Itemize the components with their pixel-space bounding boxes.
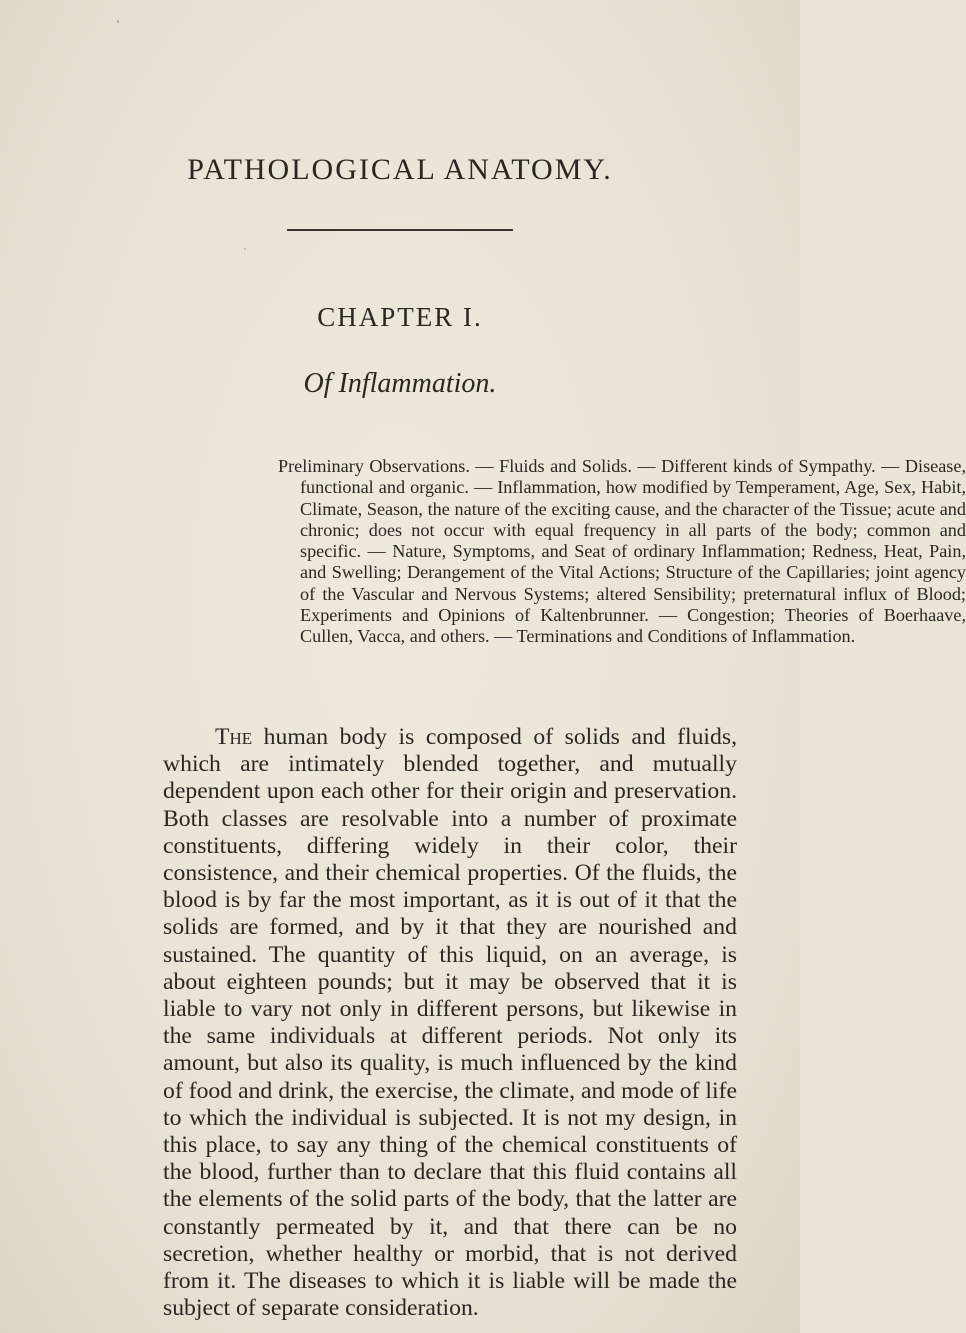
paper-speck: [244, 248, 246, 250]
chapter-heading: CHAPTER I.: [317, 302, 483, 332]
paper-speck: [612, 1004, 614, 1006]
body-paragraph: [163, 724, 737, 1322]
opening-word: The: [215, 724, 253, 750]
running-title: PATHOLOGICAL ANATOMY.: [187, 153, 613, 186]
title-rule: [287, 229, 513, 231]
paper-speck: [117, 20, 119, 23]
paper-speck: [560, 1251, 562, 1253]
chapter-title: Of Inflammation.: [303, 368, 497, 399]
paragraph-text: human body is composed of solids and fluids, which are intimately blended together, and mutually dependent upon each other for their origin and preservation. Both classes are resolvable into a number of proximate constituents, differing widely in their color, their consistence, and their chemical properties. Of the fluids, the blood is by far the most important, as it is out of it that the solids are formed, and by it that they are nourished and sustained. The quantity of this liquid, on an average, is about eighteen pounds; but it may be observed that it is liable to vary not only in different persons, but likewise in the same individuals at different periods. Not only its amount, but also its quality, is much influenced by the kind of food and drink, the exercise, the climate, and mode of life to which the individual is subjected. It is not my design, in this place, to say any thing of the chemical constituents of the blood, further than to declare that this fluid contains all the elements of the solid parts of the body, that the latter are constantly permeated by it, and that there can be no secretion, whether healthy or morbid, that is not derived from it. The diseases to which it is liable will be made the subject of separate consideration.: [163, 724, 737, 1322]
chapter-synopsis: Preliminary Observations. — Fluids and Solids. — Different kinds of Sympathy. — Disease, functional and organic. — Inflammation, how modified by Temperament, Age, Sex, Habit, Climate, Season, the nature of the exciting cause, and the character of the Tissue; acute and chronic; does not occur with equal frequency in all parts of the body; common and specific. — Nature, Symptoms, and Seat of ordinary Inflammation; Redness, Heat, Pain, and Swelling; Derangement of the Vital Actions; Structure of the Capillaries; joint agency of the Vascular and Nervous Systems; altered Sensibility; preternatural influx of Blood; Experiments and Opinions of Kaltenbrunner. — Congestion; Theories of Boerhaave, Cullen, Vacca, and others. — Terminations and Conditions of Inflammation.: [278, 456, 966, 647]
